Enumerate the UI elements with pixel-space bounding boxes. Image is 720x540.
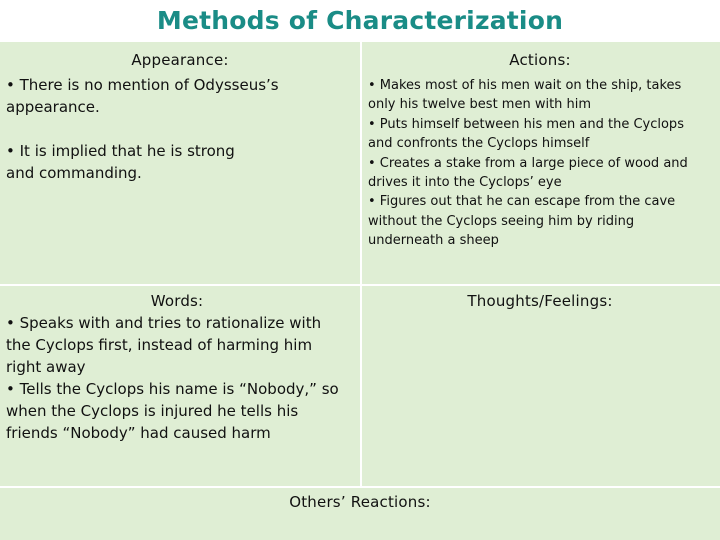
appearance-item: • There is no mention of Odysseus’s appearance. — [6, 76, 279, 116]
thoughts-cell — [362, 286, 720, 486]
others-heading: Others’ Reactions: — [289, 493, 431, 511]
characterization-table — [0, 42, 720, 540]
grid-divider — [0, 486, 720, 488]
others-cell — [0, 488, 720, 540]
actions-cell — [362, 42, 720, 284]
words-heading: Words: — [150, 292, 204, 310]
words-cell — [0, 286, 360, 486]
actions-item: • Figures out that he can escape from the cave without the Cyclops seeing him by riding underneath a sheep — [368, 194, 676, 249]
actions-item: • Creates a stake from a large piece of wood and drives it into the Cyclops’ eye — [368, 155, 688, 191]
thoughts-heading: Thoughts/Feelings: — [467, 292, 613, 310]
words-item: • Tells the Cyclops his name is “Nobody,” so when the Cyclops is injured he tells his friends “Nobody” had caused harm — [6, 380, 339, 442]
appearance-cell — [0, 42, 360, 284]
grid-divider — [0, 284, 720, 286]
words-item: • Speaks with and tries to rationalize with the Cyclops first, instead of harming him right away — [6, 314, 322, 376]
grid-divider — [360, 42, 362, 488]
appearance-heading: Appearance: — [131, 51, 229, 69]
actions-item: • Puts himself between his men and the Cyclops and confronts the Cyclops himself — [368, 116, 684, 152]
actions-heading: Actions: — [509, 51, 571, 69]
actions-item: • Makes most of his men wait on the ship, takes only his twelve best men with him — [368, 78, 682, 113]
appearance-item: • It is implied that he is strong and commanding. — [6, 142, 235, 182]
slide-title: Methods of Characterization — [0, 0, 720, 42]
